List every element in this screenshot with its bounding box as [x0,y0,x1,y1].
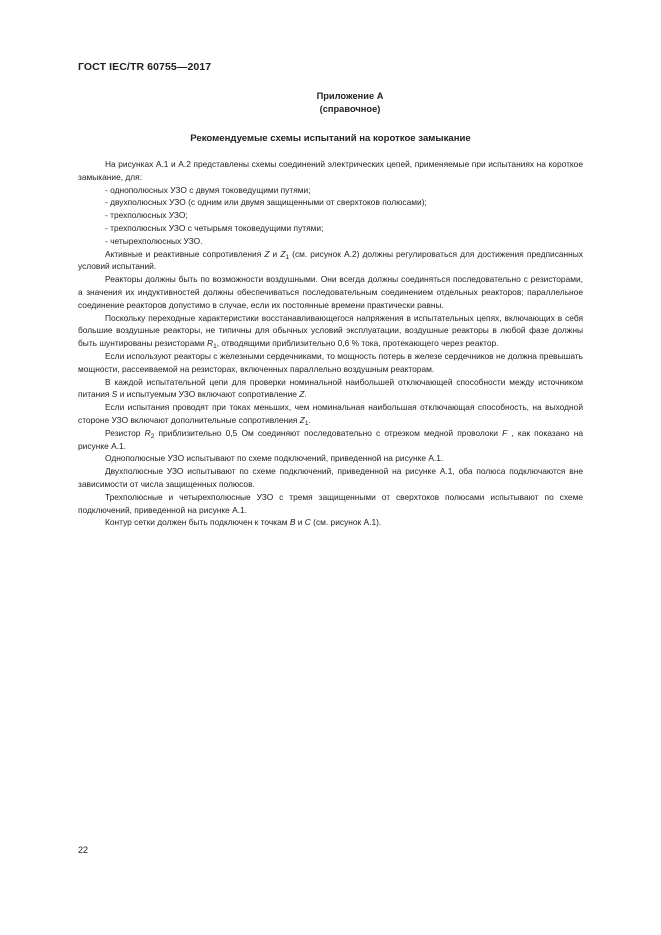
paragraph-lower-currents: Если испытания проводят при токах меньших, чем номинальная наибольшая отключающая способность, на выходной стороне УЗО включают дополнительные сопротивления $Z_1$. [78,402,583,427]
list-item: - трехполюсных УЗО с четырьмя токоведущими путями; [105,222,324,233]
list-item: - четырехполюсных УЗО. [105,235,203,246]
body-text [78,158,583,529]
paragraph-each-circuit: В каждой испытательной цепи для проверки номинальной наибольшей отключающей способности между источником питания S и испытуемым УЗО включают сопротивление Z. [78,376,583,400]
paragraph-double-pole: Двухполюсные УЗО испытывают по схеме подключений, приведенной на рисунке А.1, оба полюса подключаются вне зависимости от числа защищенных полюсов. [78,466,583,489]
paragraph-intro: На рисунках А.1 и А.2 представлены схемы соединений электрических цепей, применяемые при испытаниях на короткое замыкание, для: [78,159,583,182]
paragraph-active-reactive: Активные и реактивные сопротивления Z и $Z_1$ (см. рисунок А.2) должны регулироваться для достижения предписанных условий испытаний. [78,248,583,272]
paragraph-transient: Поскольку переходные характеристики восстанавливающегося напряжения в испытательных цепях, включающих в себя большие воздушные реакторы, не типичны для обычных условий эксплуатации, воздушные реакторы в любой фазе должны быть шунтированы резисторами $R_1$, отводящими приблизительно 0,6 % тока, протекающего через реактор. [78,312,583,351]
list-item: - двухполюсных УЗО (с одним или двумя защищенными от сверхтоков полюсами); [105,197,427,208]
paragraph-grid-contour: Контур сетки должен быть подключен к точкам B и C (см. рисунок А.1). [105,517,382,528]
paragraph-iron-core: Если используют реакторы с железными сердечниками, то мощность потерь в железе сердечников не должна превышать мощности, рассеиваемой на резисторах, включенных параллельно воздушным реакторам. [78,350,583,374]
list-item: - однополюсных УЗО с двумя токоведущими путями; [105,184,311,195]
paragraph-single-pole: Однополюсные УЗО испытывают по схеме подключений, приведенной на рисунке А.1. [105,453,444,464]
list-item: - трехполюсных УЗО; [105,210,188,221]
paragraph-reactors: Реакторы должны быть по возможности воздушными. Они всегда должны соединяться последовательно с резисторами, а значения их индуктивностей должны обеспечиваться последовательным соединением отдельных реакторов; параллельное соединение реакторов допустимо в случае, если их постоянные времени практически равны. [78,274,583,310]
annex-title: Приложение А [316,91,384,101]
annex-status: (справочное) [319,103,381,114]
annex-heading: Рекомендуемые схемы испытаний на короткое замыкание [190,133,471,144]
paragraph-resistor: Резистор $R_2$ приблизительно 0,5 Ом соединяют последовательно с отрезком медной проволоки F , как показано на рисунке А.1. [78,427,584,451]
paragraph-triple-pole: Трехполюсные и четырехполюсные УЗО с тремя защищенными от сверхтоков полюсами испытывают по схеме подключений, приведенной на рисунке А.1. [78,491,583,515]
annex-block [0,90,661,115]
document-code: ГОСТ IEC/TR 60755—2017 [78,61,212,73]
page-number: 22 [78,845,89,855]
